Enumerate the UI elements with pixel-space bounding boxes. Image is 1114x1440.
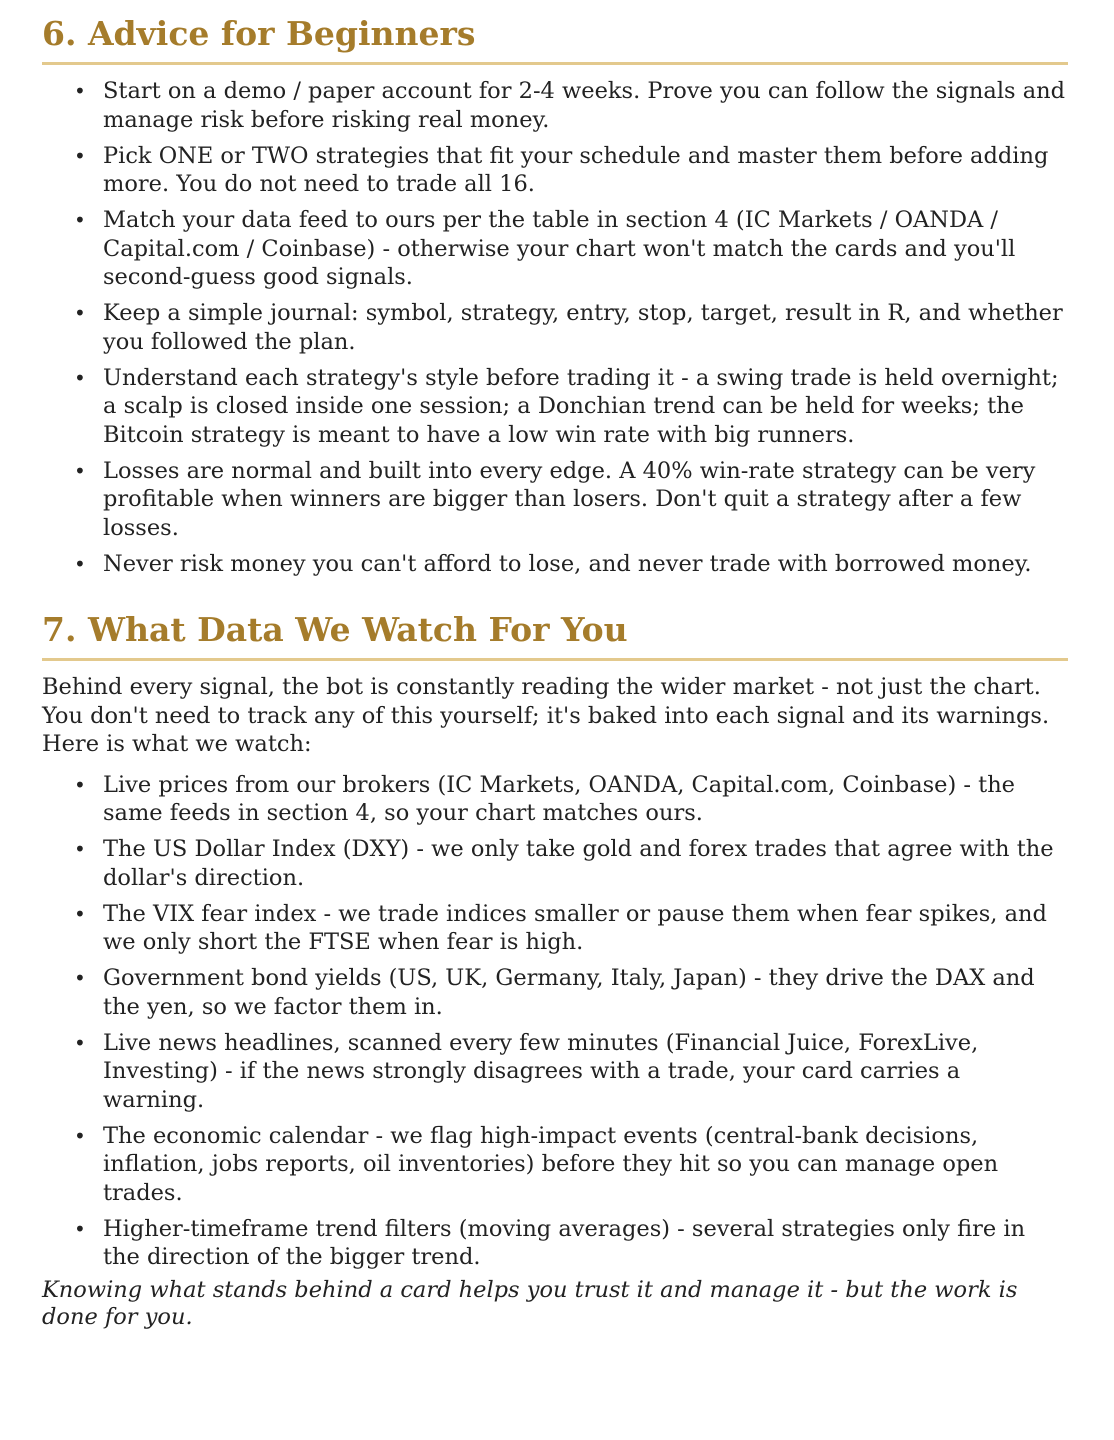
- list-item: [42, 206, 1068, 292]
- section-6-heading: 6. Advice for Beginners: [42, 12, 1068, 65]
- bullet-icon: •: [74, 837, 86, 861]
- list-item-text: The US Dollar Index (DXY) - we only take gold and forex trades that agree with the dollar's direction.: [103, 836, 1054, 891]
- list-item: [42, 1029, 1068, 1115]
- list-item: [42, 900, 1068, 957]
- bullet-icon: •: [74, 1030, 86, 1055]
- bullet-icon: •: [74, 901, 86, 926]
- list-item: [42, 1215, 1068, 1272]
- beginner-advice-list: [42, 77, 1068, 578]
- bullet-icon: •: [74, 966, 86, 990]
- list-item-text: Live prices from our brokers (IC Markets, OANDA, Capital.com, Coinbase) - the same feeds in section 4, so your chart matches ours.: [103, 771, 1015, 826]
- list-item: [42, 77, 1068, 134]
- bullet-icon: •: [74, 208, 86, 232]
- section-7-closing-note: Knowing what stands behind a card helps you trust it and manage it - but the work is done for you.: [42, 1277, 1018, 1330]
- list-item: [42, 771, 1068, 828]
- list-item-text: Understand each strategy's style before trading it - a swing trade is held overnight; a scalp is closed inside one session; a Donchian trend can be held for weeks; the Bitcoin strategy is meant to have a low win rate with big runners.: [103, 364, 1059, 448]
- list-item: [42, 142, 1068, 199]
- list-item-text: Pick ONE or TWO strategies that fit your schedule and master them before adding more. You do not need to trade all 16.: [103, 142, 1049, 197]
- list-item-text: Losses are normal and built into every edge. A 40% win-rate strategy can be very profitable when winners are bigger than losers. Don't quit a strategy after a few losses.: [103, 457, 1036, 541]
- list-item-text: Match your data feed to ours per the table in section 4 (IC Markets / OANDA / Capital.com / Coinbase) - otherwise your chart won't match the cards and you'll second-guess good signals.: [103, 207, 1016, 290]
- list-item-text: The VIX fear index - we trade indices smaller or pause them when fear spikes, and we only short the FTSE when fear is high.: [103, 900, 1047, 955]
- list-item-text: Government bond yields (US, UK, Germany, Italy, Japan) - they drive the DAX and the yen, so we factor them in.: [103, 965, 1035, 1020]
- list-item-text: Live news headlines, scanned every few minutes (Financial Juice, ForexLive, Investing) - if the news strongly disagrees with a trade, your card carries a warning.: [103, 1029, 979, 1113]
- list-item-text: Higher-timeframe trend filters (moving averages) - several strategies only fire in the direction of the bigger trend.: [103, 1215, 1026, 1270]
- bullet-icon: •: [74, 551, 86, 576]
- list-item: [42, 964, 1068, 1021]
- list-item: [42, 550, 1068, 579]
- bullet-icon: •: [74, 301, 86, 325]
- bullet-icon: •: [74, 79, 86, 103]
- bullet-icon: •: [74, 365, 86, 390]
- watched-data-list: [42, 771, 1068, 1272]
- section-7-intro: Behind every signal, the bot is constantly reading the wider market - not just the chart. You don't need to track any of this yourself; it's baked into each signal and its warnings. Here is what we watch:: [42, 674, 1050, 757]
- list-item: [42, 364, 1068, 450]
- list-item-text: Never risk money you can't afford to lose, and never trade with borrowed money.: [103, 550, 1032, 577]
- bullet-icon: •: [74, 458, 86, 483]
- bullet-icon: •: [74, 1123, 86, 1148]
- bullet-icon: •: [74, 143, 86, 168]
- list-item-text: Start on a demo / paper account for 2-4 weeks. Prove you can follow the signals and manage risk before risking real money.: [103, 78, 1066, 133]
- bullet-icon: •: [74, 1216, 86, 1241]
- list-item: [42, 299, 1068, 356]
- list-item: [42, 835, 1068, 892]
- bullet-icon: •: [74, 772, 86, 797]
- section-7-heading: 7. What Data We Watch For You: [42, 608, 1068, 661]
- list-item: [42, 457, 1068, 543]
- list-item: [42, 1122, 1068, 1208]
- list-item-text: Keep a simple journal: symbol, strategy, entry, stop, target, result in R, and whether you followed the plan.: [103, 300, 1063, 355]
- list-item-text: The economic calendar - we flag high-impact events (central-bank decisions, inflation, jobs reports, oil inventories) before they hit so you can manage open trades.: [103, 1122, 999, 1206]
